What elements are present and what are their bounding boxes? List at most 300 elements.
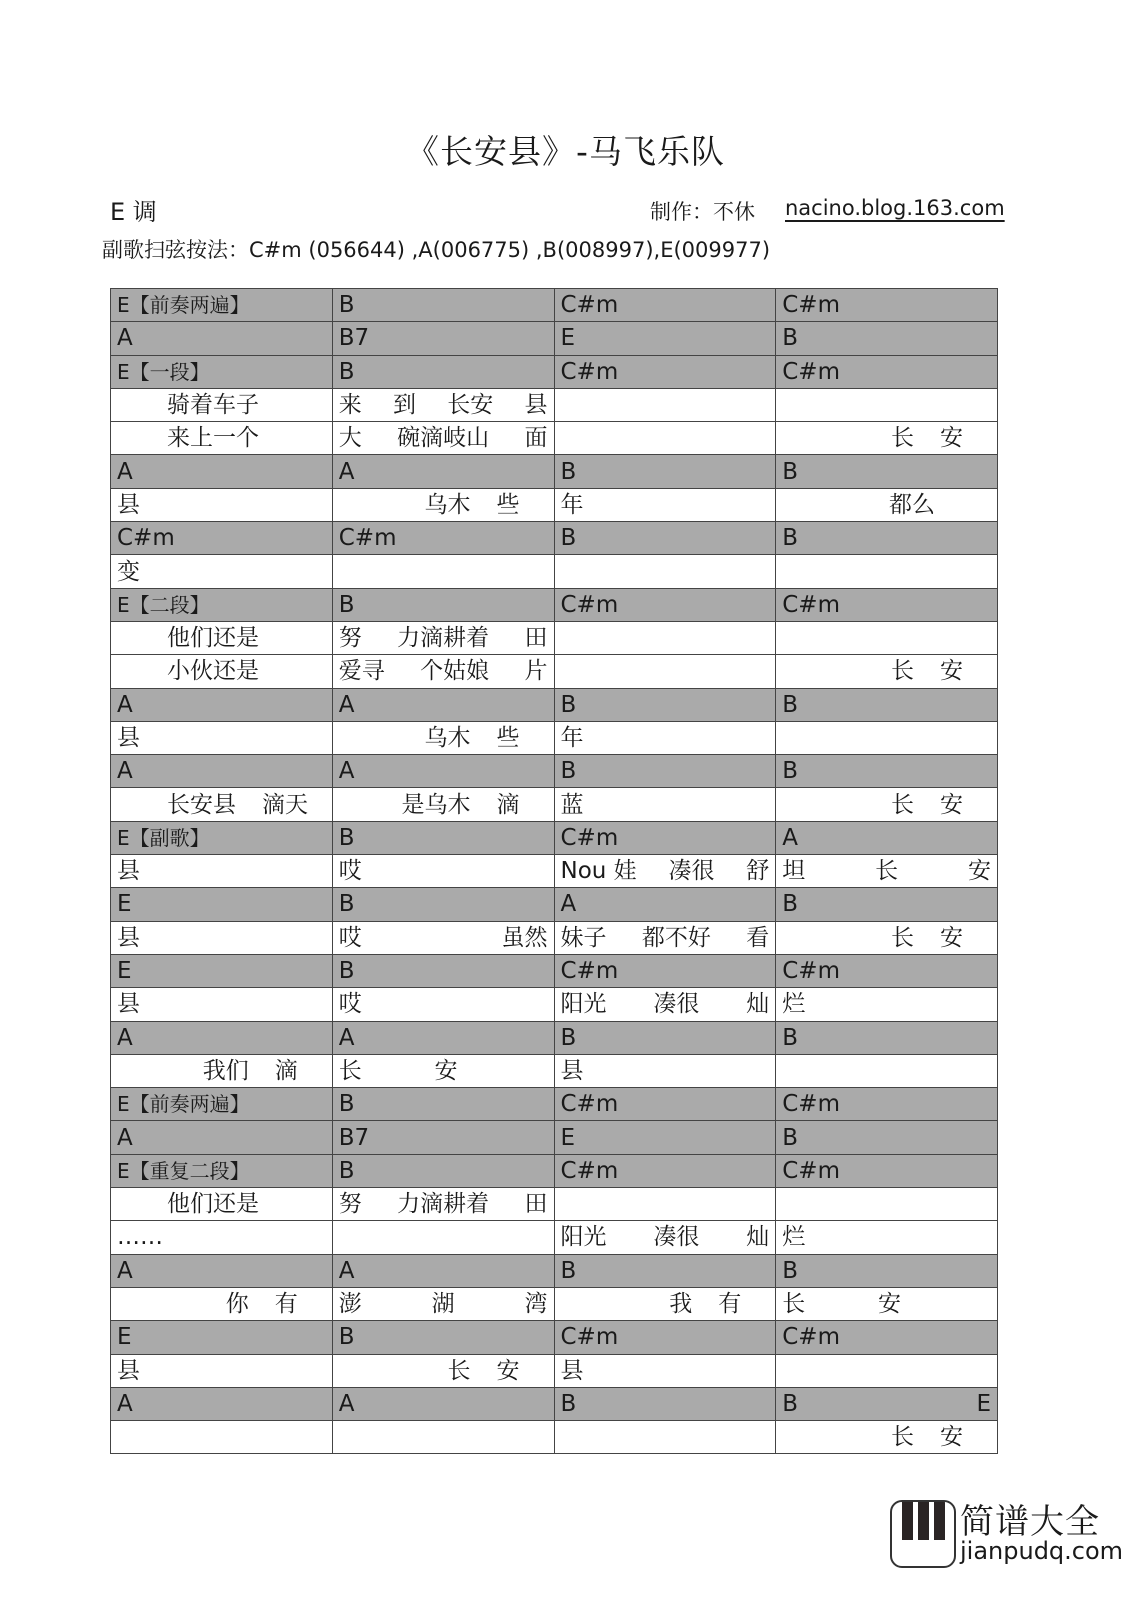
table-cell (332, 621, 554, 654)
chord-row (111, 1021, 998, 1054)
table-cell (776, 721, 998, 754)
lyric-text: 灿 (746, 991, 770, 1018)
table-cell (332, 388, 554, 421)
chord-cell-content (339, 956, 548, 986)
lyric-cell-content (339, 490, 548, 520)
table-cell (554, 1154, 776, 1187)
chord-text: B (782, 1124, 799, 1151)
chord-text: C#m (560, 358, 619, 385)
chord-text: A (117, 1257, 133, 1284)
table-cell (554, 1221, 776, 1254)
table-cell (332, 655, 554, 688)
chord-cell-content (117, 290, 326, 320)
table-cell (111, 588, 333, 621)
table-cell (332, 988, 554, 1021)
lyric-cell-content (782, 856, 991, 886)
table-cell (776, 1154, 998, 1187)
lyric-text: 有 (718, 1291, 742, 1318)
table-cell (332, 1387, 554, 1420)
lyric-cell-content (561, 989, 770, 1019)
chord-text: E (117, 958, 132, 985)
lyric-row (111, 988, 998, 1021)
lyric-text: 安 (968, 858, 991, 885)
lyric-text: 来上一个 (167, 425, 259, 452)
table-cell (554, 422, 776, 455)
chord-text: C#m (560, 591, 619, 618)
table-cell (332, 1121, 554, 1154)
chord-text: C#m (782, 358, 840, 385)
lyric-text: 安 (878, 1291, 901, 1318)
chord-text: B (338, 591, 355, 618)
chord-cell-content (561, 457, 770, 487)
lyric-text: Nou 娃 (560, 858, 637, 885)
lyric-text: 县 (117, 725, 140, 751)
chord-text: B (782, 325, 799, 352)
chord-cell-content (561, 523, 770, 553)
chord-row (111, 355, 998, 388)
table-cell (332, 788, 554, 821)
table-cell (554, 1354, 776, 1387)
table-cell (776, 921, 998, 954)
lyric-cell-content (782, 1222, 991, 1252)
chord-row (111, 1088, 998, 1121)
lyric-text: 县 (560, 1357, 584, 1384)
table-cell (776, 954, 998, 987)
lyric-text: 你 (225, 1291, 249, 1318)
table-cell (554, 1421, 776, 1454)
chord-text: B (782, 891, 799, 918)
chord-cell-content (339, 357, 548, 387)
table-cell (554, 388, 776, 421)
table-cell (776, 1387, 998, 1420)
chord-cell-content (561, 290, 770, 320)
chord-cell-content (339, 889, 548, 919)
table-cell (111, 1221, 333, 1254)
chord-cell-content (561, 1256, 770, 1286)
table-cell (776, 588, 998, 621)
lyric-cell-content (782, 923, 991, 953)
chord-text: A (117, 325, 133, 352)
lyric-text: 长安县 (167, 791, 236, 818)
lyric-cell-content (339, 923, 548, 953)
lyric-cell-content (782, 656, 991, 686)
chord-text: B (338, 358, 355, 385)
lyric-text: 长 (782, 1291, 806, 1318)
lyric-row (111, 655, 998, 688)
table-cell (111, 1121, 333, 1154)
table-cell (554, 755, 776, 788)
table-cell (332, 855, 554, 888)
chord-cell-content (561, 956, 770, 986)
table-cell (111, 621, 333, 654)
table-cell (332, 289, 554, 322)
chord-text: B (560, 458, 577, 485)
lyric-cell-content (117, 490, 326, 520)
lyric-text: 来 (338, 392, 362, 419)
table-cell (554, 655, 776, 688)
lyric-text: 他们还是 (167, 1191, 259, 1218)
table-cell (111, 655, 333, 688)
table-cell (111, 788, 333, 821)
chord-cell-content (561, 357, 770, 387)
lyric-text: 长安 (447, 392, 494, 419)
table-cell (332, 1021, 554, 1054)
lyric-text: 骑着车子 (167, 392, 259, 419)
chord-row (111, 322, 998, 355)
table-cell (554, 888, 776, 921)
chord-cell-content (782, 523, 991, 553)
lyric-cell-content (561, 1356, 770, 1386)
table-cell (111, 1254, 333, 1287)
chord-row (111, 688, 998, 721)
chord-cell-content (339, 290, 548, 320)
table-cell (332, 921, 554, 954)
lyric-cell-content (561, 490, 770, 520)
lyric-text: 澎 (338, 1291, 362, 1318)
chord-cell-content (561, 756, 770, 786)
chord-text: E (117, 1324, 132, 1351)
lyric-text: 爱寻 (338, 658, 385, 685)
lyric-text: 力滴耕着 (397, 625, 490, 652)
chord-row (111, 588, 998, 621)
lyric-text: 阳光 (560, 991, 607, 1018)
table-cell (554, 1121, 776, 1154)
chord-row (111, 755, 998, 788)
table-cell (332, 688, 554, 721)
table-cell (332, 588, 554, 621)
chord-row (111, 888, 998, 921)
chord-text: A (117, 1124, 133, 1151)
chord-text: C#m (560, 292, 619, 319)
table-cell (332, 1154, 554, 1187)
lyric-text: 个姑娘 (420, 658, 490, 685)
lyric-cell-content (117, 790, 326, 820)
lyric-text: 年 (560, 491, 584, 518)
lyric-cell-content (117, 923, 326, 953)
chord-text: B (338, 958, 355, 985)
table-cell (111, 355, 333, 388)
lyric-text: 年 (560, 725, 584, 751)
chord-cell-content (561, 889, 770, 919)
chord-text: A (782, 824, 798, 851)
lyric-text: 长 (891, 791, 914, 818)
table-cell (332, 455, 554, 488)
chord-cell-content (782, 1023, 991, 1053)
table-cell (332, 1221, 554, 1254)
watermark-logo (890, 1500, 1123, 1568)
chord-cell-content (782, 956, 991, 986)
lyric-cell-content (339, 989, 548, 1019)
lyric-text: 滴天 (262, 791, 308, 818)
chord-text: A (338, 691, 355, 718)
chord-cell-content (339, 1389, 548, 1419)
chord-cell-content (339, 457, 548, 487)
lyric-text: 是乌木 (401, 791, 471, 818)
table-cell (332, 1421, 554, 1454)
table-cell (111, 1054, 333, 1087)
lyric-text: 安 (496, 1357, 520, 1384)
lyric-cell-content (561, 790, 770, 820)
lyric-cell-content (782, 790, 991, 820)
table-cell (776, 1321, 998, 1354)
table-cell (111, 522, 333, 555)
table-cell (332, 488, 554, 521)
lyric-text: 都不好 (641, 924, 711, 951)
chord-text: B (338, 292, 355, 319)
piano-icon (890, 1500, 956, 1568)
table-cell (776, 688, 998, 721)
table-cell (332, 422, 554, 455)
strum-note: 副歌扫弦按法：C#m (056644) ,A(006775) ,B(008997),E(009977) (102, 238, 771, 262)
table-cell (776, 1088, 998, 1121)
chord-text: C#m (117, 525, 175, 552)
chord-row (111, 821, 998, 854)
table-cell (554, 588, 776, 621)
chord-text: B (338, 1157, 355, 1184)
chord-text: B (782, 1257, 799, 1284)
table-cell (554, 1254, 776, 1287)
table-cell (554, 954, 776, 987)
chord-text: C#m (782, 1091, 840, 1118)
table-cell (111, 1354, 333, 1387)
table-cell (776, 322, 998, 355)
table-cell (554, 1188, 776, 1221)
chord-text: C#m (560, 1091, 619, 1118)
chord-row (111, 1154, 998, 1187)
chord-cell-content (117, 756, 326, 786)
lyric-cell-content (339, 390, 548, 420)
chord-text: E (560, 1124, 576, 1151)
chord-text: A (117, 691, 133, 718)
chord-text: B (560, 691, 577, 718)
chord-text: B (782, 1024, 799, 1051)
chord-text: A (560, 891, 577, 918)
chord-cell-content (117, 956, 326, 986)
table-cell (332, 888, 554, 921)
chord-cell-content (782, 323, 991, 353)
table-cell (554, 555, 776, 588)
chord-cell-content (782, 690, 991, 720)
table-cell (554, 455, 776, 488)
lyric-row (111, 855, 998, 888)
table-cell (332, 1354, 554, 1387)
lyric-text: 我们 (202, 1057, 249, 1084)
chord-text: E (976, 1390, 991, 1417)
table-cell (776, 1421, 998, 1454)
chord-cell-content (117, 1389, 326, 1419)
chord-text: C#m (782, 1324, 840, 1351)
lyric-cell-content (117, 1289, 326, 1319)
lyric-text: 县 (117, 858, 140, 885)
table-cell (776, 289, 998, 322)
chord-cell-content (117, 457, 326, 487)
table-cell (332, 821, 554, 854)
chord-text: C#m (782, 958, 840, 985)
lyric-text: …… (117, 1224, 163, 1251)
chord-row (111, 1321, 998, 1354)
lyric-text: 县 (524, 392, 548, 419)
chord-text: E【前奏两遍】 (117, 1092, 250, 1117)
lyric-cell-content (782, 1289, 991, 1319)
lyric-row (111, 1054, 998, 1087)
chord-cell-content (339, 756, 548, 786)
table-cell (776, 555, 998, 588)
chord-row (111, 522, 998, 555)
table-cell (111, 1088, 333, 1121)
lyric-row (111, 1421, 998, 1454)
lyric-text: 我 (669, 1291, 693, 1318)
song-title: 《长安县》-马飞乐队 (406, 132, 725, 171)
chord-text: C#m (782, 292, 840, 319)
lyric-cell-content (339, 423, 548, 453)
table-cell (332, 954, 554, 987)
lyric-row (111, 621, 998, 654)
site-link[interactable]: nacino.blog.163.com (785, 196, 1005, 220)
table-cell (332, 322, 554, 355)
chord-cell-content (782, 889, 991, 919)
table-cell (776, 855, 998, 888)
lyric-text: 蓝 (560, 791, 584, 818)
lyric-text: 小伙还是 (167, 658, 259, 685)
logo-domain: jianpudq.com (960, 1537, 1124, 1565)
table-cell (554, 621, 776, 654)
table-cell (111, 1321, 333, 1354)
chord-text: B (560, 525, 577, 552)
lyric-text: 哎 (338, 858, 362, 885)
chord-cell-content (782, 357, 991, 387)
lyric-text: 乌木 (424, 491, 471, 518)
chord-cell-content (561, 823, 770, 853)
table-cell (554, 289, 776, 322)
lyric-text: 舒 (746, 858, 770, 885)
table-cell (776, 1021, 998, 1054)
chord-text: A (338, 458, 355, 485)
chord-table (110, 288, 998, 1454)
chord-text: C#m (560, 824, 619, 851)
chord-text: B (782, 458, 799, 485)
table-cell (111, 1287, 333, 1320)
chord-row (111, 455, 998, 488)
lyric-cell-content (339, 723, 548, 753)
chord-text: E【二段】 (117, 592, 210, 617)
lyric-row (111, 721, 998, 754)
chord-text: B7 (338, 1124, 370, 1151)
lyric-text: 安 (940, 1424, 963, 1451)
chord-text: A (338, 1390, 355, 1417)
table-cell (332, 1054, 554, 1087)
table-cell (111, 1021, 333, 1054)
table-cell (111, 1188, 333, 1221)
lyric-text: 努 (338, 1191, 362, 1218)
lyric-text: 安 (940, 924, 963, 951)
chord-text: A (117, 758, 133, 785)
lyric-text: 县 (117, 924, 140, 951)
lyric-cell-content (117, 1222, 326, 1252)
table-cell (111, 322, 333, 355)
chord-text: E (560, 325, 576, 352)
lyric-cell-content (561, 923, 770, 953)
chord-cell-content (117, 690, 326, 720)
lyric-text: 长 (891, 1424, 914, 1451)
table-cell (776, 755, 998, 788)
table-cell (776, 1188, 998, 1221)
lyric-cell-content (117, 1189, 326, 1219)
lyric-text: 长 (891, 425, 914, 452)
lyric-text: 哎 (338, 991, 362, 1018)
table-cell (554, 921, 776, 954)
table-cell (111, 721, 333, 754)
chord-text: A (338, 758, 355, 785)
lyric-text: 安 (434, 1057, 458, 1084)
chord-text: B7 (338, 325, 370, 352)
chord-row (111, 1387, 998, 1420)
lyric-cell-content (339, 1056, 548, 1086)
lyric-row (111, 1221, 998, 1254)
lyric-cell-content (117, 856, 326, 886)
chord-cell-content (782, 457, 991, 487)
lyric-text: 乌木 (424, 725, 471, 751)
lyric-text: 凑很 (668, 858, 715, 885)
table-cell (776, 388, 998, 421)
credit: 制作：不休 (650, 200, 755, 224)
lyric-cell-content (782, 989, 991, 1019)
lyric-cell-content (117, 989, 326, 1019)
table-cell (332, 721, 554, 754)
lyric-cell-content (782, 1422, 991, 1452)
table-cell (776, 1354, 998, 1387)
table-cell (554, 688, 776, 721)
lyric-cell-content (339, 1356, 548, 1386)
song-key: E 调 (110, 198, 157, 226)
lyric-text: 烂 (782, 991, 806, 1018)
lyric-cell-content (117, 423, 326, 453)
chord-cell-content (782, 590, 991, 620)
chord-text: A (117, 1024, 133, 1051)
lyric-text: 面 (524, 425, 548, 452)
lyric-text: 些 (496, 725, 520, 751)
logo-name: 简谱大全 (960, 1502, 1100, 1542)
lyric-cell-content (117, 656, 326, 686)
table-cell (776, 1221, 998, 1254)
chord-text: B (338, 1324, 355, 1351)
chord-cell-content (339, 1023, 548, 1053)
lyric-cell-content (117, 1056, 326, 1086)
lyric-text: 县 (117, 991, 140, 1018)
table-cell (111, 455, 333, 488)
table-cell (554, 488, 776, 521)
table-cell (332, 522, 554, 555)
chord-text: C#m (560, 958, 619, 985)
chord-row (111, 954, 998, 987)
table-cell (554, 1287, 776, 1320)
chord-text: B (560, 1390, 577, 1417)
chord-text: E【副歌】 (117, 825, 210, 850)
lyric-text: 努 (338, 625, 362, 652)
lyric-text: 田 (524, 625, 548, 652)
table-cell (776, 1254, 998, 1287)
chord-cell-content (782, 1256, 991, 1286)
table-cell (111, 488, 333, 521)
table-cell (776, 888, 998, 921)
lyric-text: 长 (338, 1057, 362, 1084)
chord-text: B (782, 758, 799, 785)
table-cell (776, 621, 998, 654)
chord-text: B (560, 1024, 577, 1051)
chord-cell-content (117, 590, 326, 620)
lyric-cell-content (782, 490, 991, 520)
lyric-cell-content (339, 790, 548, 820)
table-cell (554, 322, 776, 355)
